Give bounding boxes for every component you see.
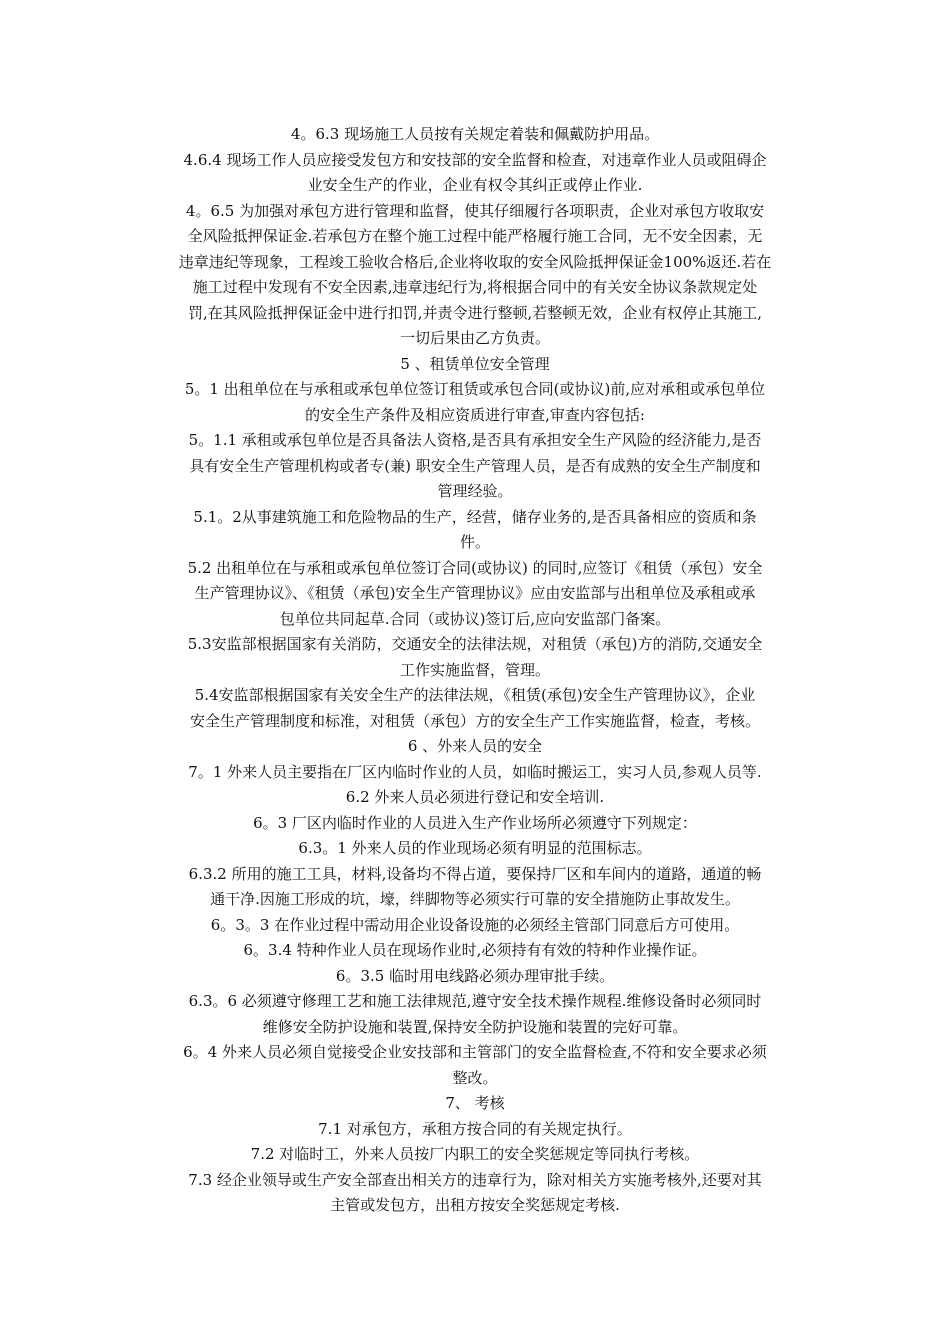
text-line: 维修安全防护设施和装置,保持安全防护设施和装置的完好可靠。 [262, 1017, 688, 1036]
text-line: 4.6.4 现场工作人员应接受发包方和安技部的安全监督和检查，对违章作业人员或阻碍企 [183, 150, 767, 169]
text-line: 6。4 外来人员必须自觉接受企业安技部和主管部门的安全监督检查,不符和安全要求必须 [183, 1043, 767, 1061]
text-line: 7.3 经企业领导或生产安全部查出相关方的违章行为，除对相关方实施考核外,还要对其 [188, 1170, 762, 1189]
text-line: 的安全生产条件及相应资质进行审查,审查内容包括: [305, 405, 645, 424]
text-line: 6。3.4 特种作业人员在现场作业时,必须持有有效的特种作业操作证。 [243, 941, 707, 959]
text-line: 违章违纪等现象，工程竣工验收合格后,企业将收取的安全风险抵押保证金100%返还.若在 [178, 252, 772, 271]
text-line: 整改。 [452, 1068, 498, 1087]
text-line: 5.1。2从事建筑施工和危险物品的生产，经营，储存业务的,是否具备相应的资质和条 [193, 507, 757, 526]
text-line: 全风险抵押保证金.若承包方在整个施工过程中能严格履行施工合同，无不安全因素，无 [187, 227, 763, 245]
document-body [145, 122, 805, 1219]
text-line: 5.2 出租单位在与承租或承包单位签订合同(或协议) 的同时,应签订《租赁（承包）安全 [187, 558, 763, 577]
text-line: 5。1.1 承租或承包单位是否具备法人资格,是否具有承担安全生产风险的经济能力,是否 [188, 431, 762, 449]
text-line: 安全生产管理制度和标准，对租赁（承包）方的安全生产工作实施监督，检查，考核。 [189, 711, 760, 730]
text-line: 6.2 外来人员必须进行登记和安全培训. [345, 788, 605, 806]
text-line: 施工过程中发现有不安全因素,违章违纪行为,将根据合同中的有关安全协议条款规定处 [192, 278, 758, 296]
text-line: 6.3。1 外来人员的作业现场必须有明显的范围标志。 [298, 839, 652, 857]
text-line: 包单位共同起草.合同（或协议)签订后,应向安监部门备案。 [279, 609, 671, 628]
text-line: 5.4安监部根据国家有关安全生产的法律法规，《租赁(承包)安全生产管理协议》，企业 [194, 686, 756, 704]
text-line: 件。 [459, 533, 490, 551]
text-line: 6.3.2 所用的施工工具，材料,设备均不得占道，要保持厂区和车间内的道路，通道的畅 [188, 864, 762, 883]
section-heading: 6 、外来人员的安全 [407, 737, 543, 755]
text-line: 通干净.因施工形成的坑，壕，绊脚物等必须实行可靠的安全措施防止事故发生。 [210, 890, 740, 908]
text-line: 生产管理协议》、《租赁（承包)安全生产管理协议》应由安监部与出租单位及承租或承 [194, 584, 756, 602]
text-line: 7。1 外来人员主要指在厂区内临时作业的人员，如临时搬运工，实习人员,参观人员等. [188, 762, 762, 781]
text-line: 6。3。3 在作业过程中需动用企业设备设施的必须经主管部门同意后方可使用。 [210, 915, 740, 934]
text-line: 5。1 出租单位在与承租或承包单位签订租赁或承包合同(或协议)前,应对承租或承包单位 [184, 380, 766, 398]
text-line: 工作实施监督，管理。 [399, 660, 550, 679]
text-line: 5.3安监部根据国家有关消防，交通安全的法律法规，对租赁（承包)方的消防,交通安全 [187, 635, 763, 653]
section-heading: 7、 考核 [445, 1094, 505, 1112]
text-line: 7.2 对临时工，外来人员按厂内职工的安全奖惩规定等同执行考核。 [250, 1145, 700, 1163]
text-line: 一切后果由乙方负责。 [399, 329, 550, 347]
text-line: 6。3.5 临时用电线路必须办理审批手续。 [335, 966, 615, 985]
text-line: 业安全生产的作业，企业有权令其纠正或停止作业. [307, 176, 643, 194]
text-line: 罚,在其风险抵押保证金中进行扣罚,并责令进行整顿,若整顿无效，企业有权停止其施工, [187, 303, 763, 322]
text-line: 7.1 对承包方，承租方按合同的有关规定执行。 [318, 1119, 632, 1138]
text-line: 主管或发包方，出租方按安全奖惩规定考核. [330, 1196, 620, 1214]
text-line: 4。6.5 为加强对承包方进行管理和监督，使其仔细履行各项职责，企业对承包方收取安 [185, 201, 765, 220]
text-line: 6。3 厂区内临时作业的人员进入生产作业场所必须遵守下列规定： [253, 813, 697, 832]
text-line: 管理经验。 [437, 482, 513, 500]
section-heading: 5 、租赁单位安全管理 [400, 354, 550, 373]
text-line: 具有安全生产管理机构或者专(兼) 职安全生产管理人员，是否有成熟的安全生产制度和 [189, 456, 761, 475]
text-line: 6.3。6 必须遵守修理工艺和施工法律规范,遵守安全技术操作规程.维修设备时必须同时 [188, 992, 762, 1010]
text-line: 4。6.3 现场施工人员按有关规定着装和佩戴防护用品。 [290, 125, 660, 143]
